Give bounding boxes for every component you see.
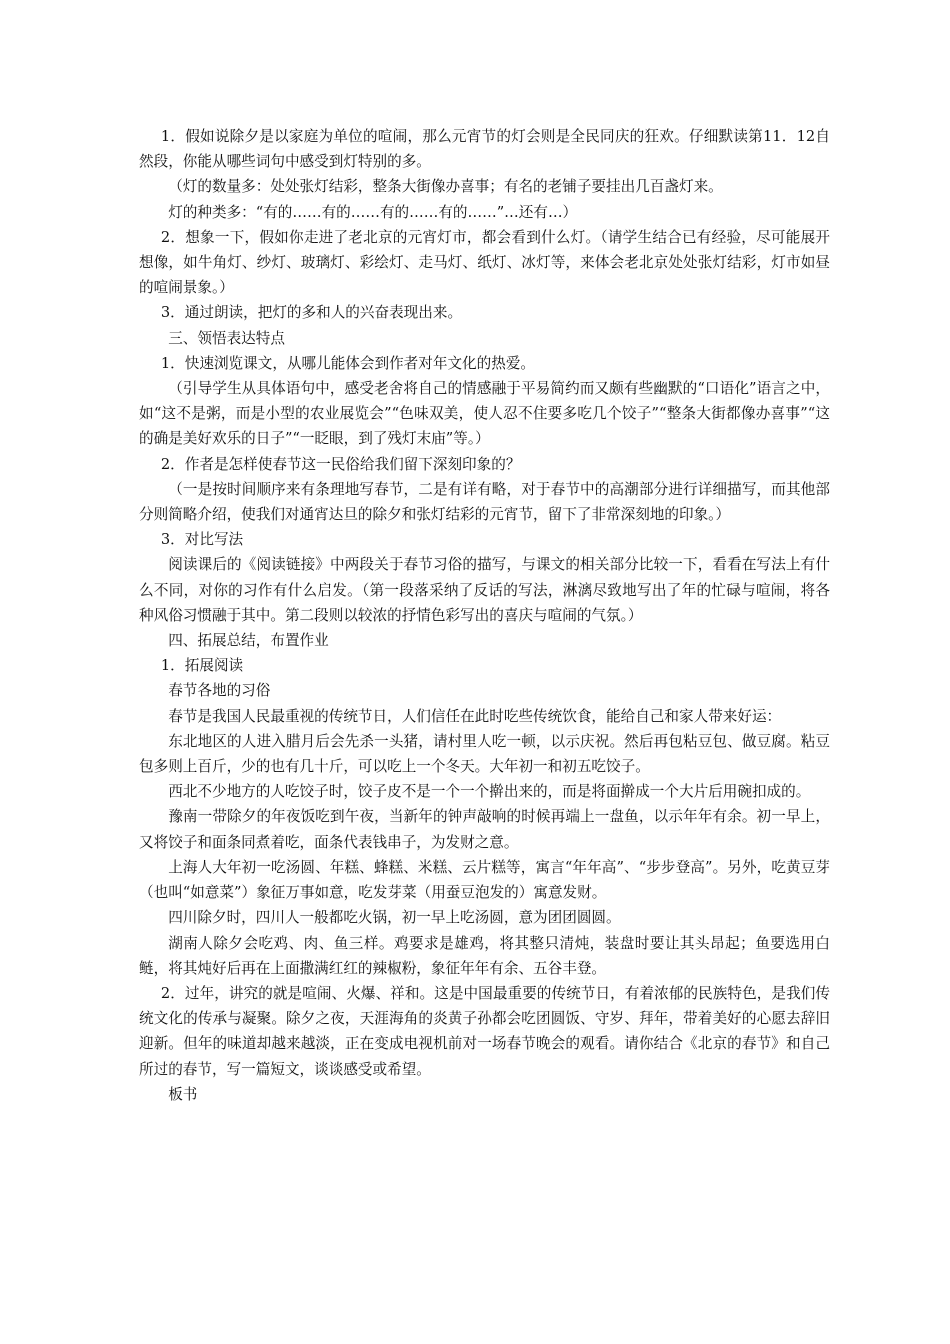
section-heading: 四、拓展总结，布置作业 [168, 632, 329, 650]
paragraph: 1．快速浏览课文，从哪儿能体会到作者对年文化的热爱。 [160, 354, 536, 372]
paragraph: 上海人大年初一吃汤圆、年糕、蜂糕、米糕、云片糕等，寓言“年年高”、“步步登高”。另外，吃黄豆芽（也叫“如意菜”）象征万事如意，吃发芽菜（用蚕豆泡发的）寓意发财。 [139, 858, 830, 902]
paragraph: （灯的数量多：处处张灯结彩，整条大街像办喜事；有名的老铺子要挂出几百盏灯来。 [168, 178, 723, 196]
paragraph: 2．过年，讲究的就是喧闹、火爆、祥和。这是中国最重要的传统节日，有着浓郁的民族特色，是我们传统文化的传承与凝聚。除夕之夜，天涯海角的炎黄子孙都会吃团圆饭、守岁、拜年，带着美好的心愿去辞旧迎新。但年的味道却越来越淡，正在变成电视机前对一场春节晚会的观看。请你结合《北京的春节》和自己所过的春节，写一篇短文，谈谈感受或希望。 [139, 984, 830, 1078]
paragraph: 东北地区的人进入腊月后会先杀一头猪，请村里人吃一顿，以示庆祝。然后再包粘豆包、做豆腐。粘豆包多则上百斤，少的也有几十斤，可以吃上一个冬天。大年初一和初五吃饺子。 [139, 732, 830, 776]
paragraph: 1．假如说除夕是以家庭为单位的喧闹，那么元宵节的灯会则是全民同庆的狂欢。仔细默读第11．12自然段，你能从哪些词句中感受到灯特别的多。 [139, 128, 830, 171]
paragraph: 阅读课后的《阅读链接》中两段关于春节习俗的描写，与课文的相关部分比较一下，看看在写法上有什么不同，对你的习作有什么启发。（第一段落采纳了反话的写法，淋漓尽致地写出了年的忙碌与喧闹，将各种风俗习惯融于其中。第二段则以较浓的抒情色彩写出的喜庆与喧闹的气氛。） [139, 556, 830, 624]
paragraph: 春节是我国人民最重视的传统节日，人们信任在此时吃些传统饮食，能给自己和家人带来好运： [168, 707, 782, 725]
paragraph: （一是按时间顺序来有条理地写春节，二是有详有略，对于春节中的高潮部分进行详细描写，而其他部分则简略介绍，使我们对通宵达旦的除夕和张灯结彩的元宵节，留下了非常深刻地的印象。） [139, 480, 830, 524]
paragraph: 2．想象一下，假如你走进了老北京的元宵灯市，都会看到什么灯。（请学生结合已有经验，尽可能展开想像，如牛角灯、纱灯、玻璃灯、彩绘灯、走马灯、纸灯、冰灯等，来体会老北京处处张灯结彩，灯市如昼的喧闹景象。） [139, 228, 830, 297]
paragraph: 2．作者是怎样使春节这一民俗给我们留下深刻印象的？ [160, 455, 521, 473]
paragraph: 3．对比写法 [160, 531, 244, 549]
paragraph: 板书 [168, 1085, 198, 1103]
paragraph: 灯的种类多：“有的……有的……有的……有的……”…还有…） [168, 203, 578, 221]
paragraph: 西北不少地方的人吃饺子时，饺子皮不是一个一个擀出来的，而是将面擀成一个大片后用碗扣成的。 [168, 783, 811, 801]
subheading: 春节各地的习俗 [168, 682, 271, 700]
section-heading: 三、领悟表达特点 [168, 329, 285, 347]
paragraph: 豫南一带除夕的年夜饭吃到午夜，当新年的钟声敲响的时候再端上一盘鱼，以示年年有余。初一早上，又将饺子和面条同煮着吃，面条代表钱串子，为发财之意。 [139, 808, 830, 851]
paragraph: 湖南人除夕会吃鸡、肉、鱼三样。鸡要求是雄鸡，将其整只清炖，装盘时要让其头昂起；鱼要选用白鲢，将其炖好后再在上面撒满红红的辣椒粉，象征年年有余、五谷丰登。 [139, 934, 830, 977]
paragraph: 1．拓展阅读 [160, 657, 244, 675]
paragraph: 四川除夕时，四川人一般都吃火锅，初一早上吃汤圆，意为团团圆圆。 [168, 909, 621, 927]
paragraph: 3．通过朗读，把灯的多和人的兴奋表现出来。 [160, 304, 463, 322]
paragraph: （引导学生从具体语句中，感受老舍将自己的情感融于平易简约而又颇有些幽默的“口语化”语言之中，如“这不是粥，而是小型的农业展览会”“色味双美，使人忍不住要多吃几个饺子”“整条大街都像办喜事”“这的确是美好欢乐的日子”“一眨眼，到了残灯末庙”等。） [139, 380, 830, 448]
